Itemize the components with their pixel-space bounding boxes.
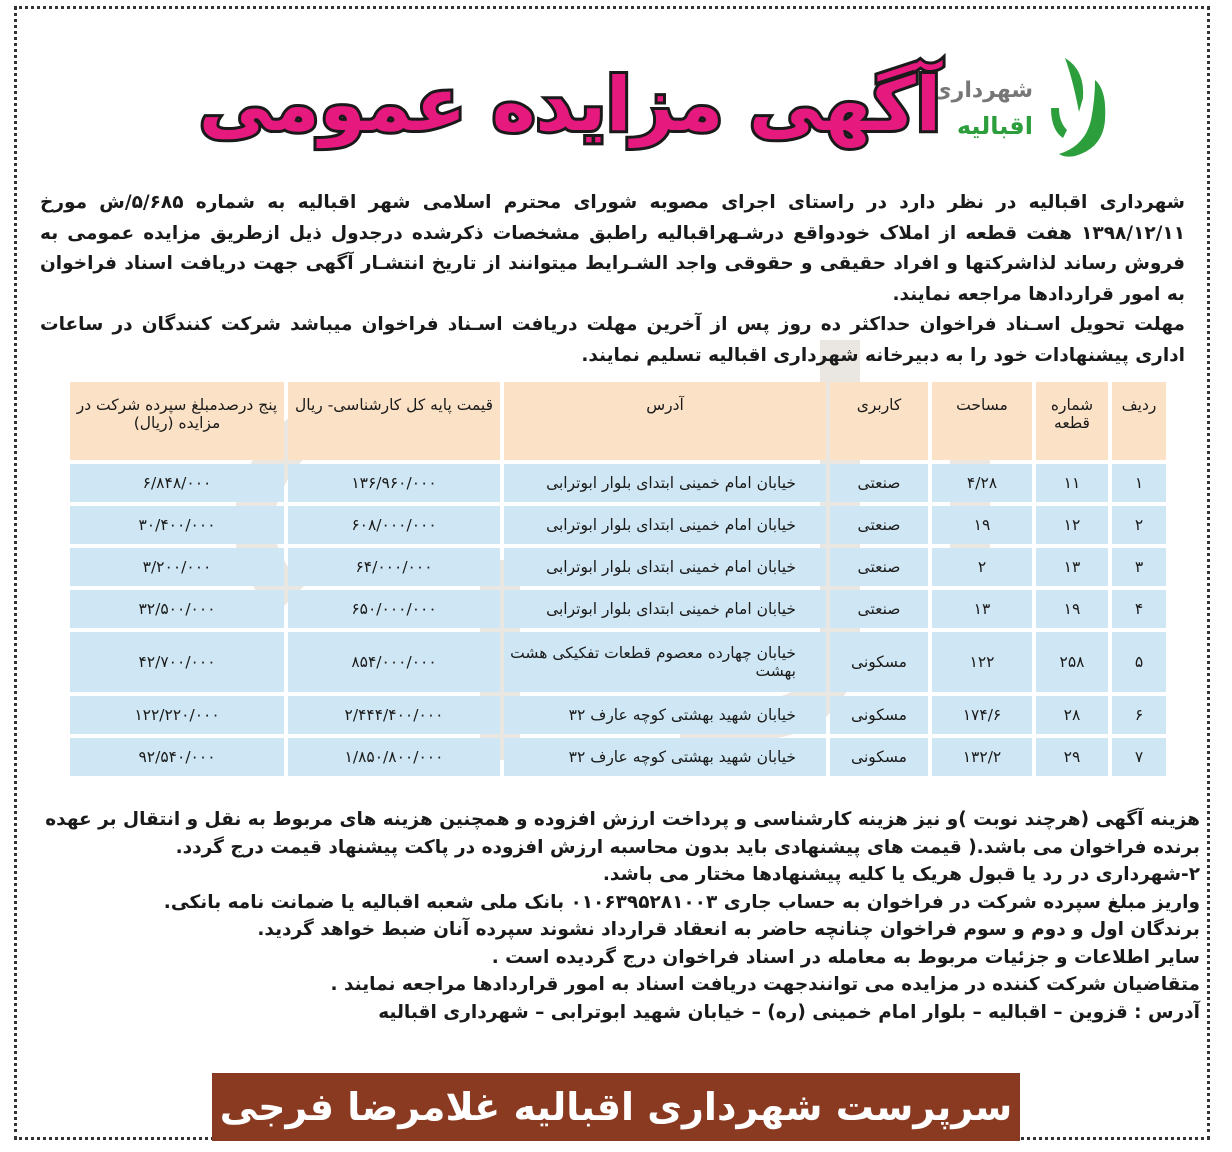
col-header-lot-number: شماره قطعه	[1036, 382, 1108, 460]
cell-address: خیابان امام خمینی ابتدای بلوار ابوترابی	[504, 548, 826, 586]
cell-lot-number: ۱۱	[1036, 464, 1108, 502]
col-header-deposit: پنج درصدمبلغ سپرده شرکت در مزایده (ریال)	[70, 382, 284, 460]
cell-row-number: ۷	[1112, 738, 1166, 776]
cell-lot-number: ۲۸	[1036, 696, 1108, 734]
cell-usage: مسکونی	[830, 738, 928, 776]
table-row	[70, 738, 1166, 776]
col-header-address: آدرس	[504, 382, 826, 460]
cell-usage: مسکونی	[830, 696, 928, 734]
table-row	[70, 464, 1166, 502]
logo-leaf-icon	[1045, 50, 1115, 160]
cell-deposit: ۴۲/۷۰۰/۰۰۰	[70, 632, 284, 692]
cell-lot-number: ۱۳	[1036, 548, 1108, 586]
cell-area: ۱۳۲/۲	[932, 738, 1032, 776]
cell-lot-number: ۲۹	[1036, 738, 1108, 776]
cell-address: خیابان شهید بهشتی کوچه عارف ۳۲	[504, 696, 826, 734]
cell-deposit: ۶/۸۴۸/۰۰۰	[70, 464, 284, 502]
cell-deposit: ۹۲/۵۴۰/۰۰۰	[70, 738, 284, 776]
cell-deposit: ۳۲/۵۰۰/۰۰۰	[70, 590, 284, 628]
col-header-base-price: قیمت پایه کل کارشناسی- ریال	[288, 382, 500, 460]
cell-row-number: ۶	[1112, 696, 1166, 734]
table-header-row	[70, 382, 1166, 460]
cell-deposit: ۳/۲۰۰/۰۰۰	[70, 548, 284, 586]
cell-row-number: ۱	[1112, 464, 1166, 502]
cell-base-price: ۸۵۴/۰۰۰/۰۰۰	[288, 632, 500, 692]
condition-item: ۲-شهرداری در رد یا قبول هریک یا کلیه پیشنهادها مختار می باشد.	[602, 864, 1200, 885]
signature-banner: سرپرست شهرداری اقبالیه غلامرضا فرجی	[212, 1073, 1020, 1141]
cell-address: خیابان امام خمینی ابتدای بلوار ابوترابی	[504, 464, 826, 502]
cell-address: خیابان امام خمینی ابتدای بلوار ابوترابی	[504, 506, 826, 544]
condition-item: هزینه آگهی (هرچند نوبت )و نیز هزینه کارشناسی و پرداخت ارزش افزوده و همچنین هزینه های مربوط به نقل و انتقال بر عهده برنده فراخوان می باشد.( قیمت های پیشنهادی باید بدون محاسبه ارزش افزوده در پاکت پیشنهاد قیمت درج گردد.	[45, 809, 1200, 858]
col-header-row-number: ردیف	[1112, 382, 1166, 460]
cell-address: خیابان چهارده معصوم قطعات تفکیکی هشت بهشت	[504, 632, 826, 692]
table-row	[70, 506, 1166, 544]
cell-area: ۱۲۲	[932, 632, 1032, 692]
cell-area: ۴/۲۸	[932, 464, 1032, 502]
condition-item: متقاضیان شرکت کننده در مزایده می توانندجهت دریافت اسناد به امور قراردادها مراجعه نمایند .	[330, 974, 1200, 995]
page-title-text: آگهی مزایده عمومی	[198, 62, 942, 148]
cell-lot-number: ۲۵۸	[1036, 632, 1108, 692]
logo-text-line1: شهرداری	[931, 78, 1033, 103]
cell-base-price: ۱۳۶/۹۶۰/۰۰۰	[288, 464, 500, 502]
cell-lot-number: ۱۲	[1036, 506, 1108, 544]
cell-row-number: ۴	[1112, 590, 1166, 628]
cell-usage: صنعتی	[830, 590, 928, 628]
cell-usage: صنعتی	[830, 548, 928, 586]
cell-row-number: ۵	[1112, 632, 1166, 692]
cell-deposit: ۱۲۲/۲۲۰/۰۰۰	[70, 696, 284, 734]
col-header-usage: کاربری	[830, 382, 928, 460]
cell-base-price: ۶۰۸/۰۰۰/۰۰۰	[288, 506, 500, 544]
cell-base-price: ۱/۸۵۰/۸۰۰/۰۰۰	[288, 738, 500, 776]
cell-lot-number: ۱۹	[1036, 590, 1108, 628]
cell-base-price: ۶۵۰/۰۰۰/۰۰۰	[288, 590, 500, 628]
table-row	[70, 632, 1166, 692]
cell-usage: مسکونی	[830, 632, 928, 692]
cell-base-price: ۶۴/۰۰۰/۰۰۰	[288, 548, 500, 586]
condition-item: سایر اطلاعات و جزئیات مربوط به معامله در اسناد فراخوان درج گردیده است .	[491, 946, 1200, 968]
col-header-area: مساحت	[932, 382, 1032, 460]
cell-area: ۱۳	[932, 590, 1032, 628]
table-row	[70, 696, 1166, 734]
cell-area: ۱۷۴/۶	[932, 696, 1032, 734]
conditions-list	[40, 806, 1200, 1026]
municipality-logo	[931, 50, 1125, 160]
cell-row-number: ۳	[1112, 548, 1166, 586]
page-title	[198, 50, 942, 160]
cell-row-number: ۲	[1112, 506, 1166, 544]
cell-area: ۱۹	[932, 506, 1032, 544]
cell-usage: صنعتی	[830, 506, 928, 544]
cell-address: خیابان امام خمینی ابتدای بلوار ابوترابی	[504, 590, 826, 628]
intro-paragraph	[40, 188, 1185, 371]
intro-line: شهرداری اقبالیه در نظر دارد در راستای اجرای مصوبه شورای محترم اسلامی شهر اقبالیه به شماره ۵/۶۸۵/ش مورخ ۱۳۹۸/۱۲/۱۱ هفت قطعه از املاک خودواقع درشـهراقبالیه راطبق مشخصات ذکرشده درجدول ذیل ازطریق مزایده عمومی به فروش رساند لذاشرکتها و افراد حقیقی و حقوقی واجد الشـرایط میتوانند از تاریخ انتشـار آگهی جهت دریافت اسناد فراخوان به امور قراردادها مراجعه نمایند.	[40, 192, 1185, 305]
table-row	[70, 590, 1166, 628]
intro-line: مهلت تحویل اسـناد فراخوان حداکثر ده روز پس از آخرین مهلت دریافت اسـناد فراخوان میباشد شرکت کنندگان در ساعات اداری پیشنهادات خود را به دبیرخانه شهرداری اقبالیه تسلیم نمایند.	[40, 314, 1185, 366]
table-row	[70, 548, 1166, 586]
logo-text-line2: اقبالیه	[956, 112, 1033, 140]
condition-item: آدرس : قزوین – اقبالیه – بلوار امام خمینی (ره) – خیابان شهید ابوترابی – شهرداری اقبالیه	[378, 1001, 1200, 1023]
cell-area: ۲	[932, 548, 1032, 586]
cell-deposit: ۳۰/۴۰۰/۰۰۰	[70, 506, 284, 544]
condition-item: برندگان اول و دوم و سوم فراخوان چنانچه حاضر به انعقاد قرارداد نشوند سپرده آنان ضبط خواهد گردید.	[257, 919, 1200, 940]
cell-base-price: ۲/۴۴۴/۴۰۰/۰۰۰	[288, 696, 500, 734]
properties-table	[66, 378, 1170, 780]
condition-item: واریز مبلغ سپرده شرکت در فراخوان به حساب جاری ۰۱۰۶۳۹۵۲۸۱۰۰۳ بانک ملی شعبه اقبالیه یا ضمانت نامه بانکی.	[163, 891, 1200, 913]
cell-usage: صنعتی	[830, 464, 928, 502]
cell-address: خیابان شهید بهشتی کوچه عارف ۳۲	[504, 738, 826, 776]
